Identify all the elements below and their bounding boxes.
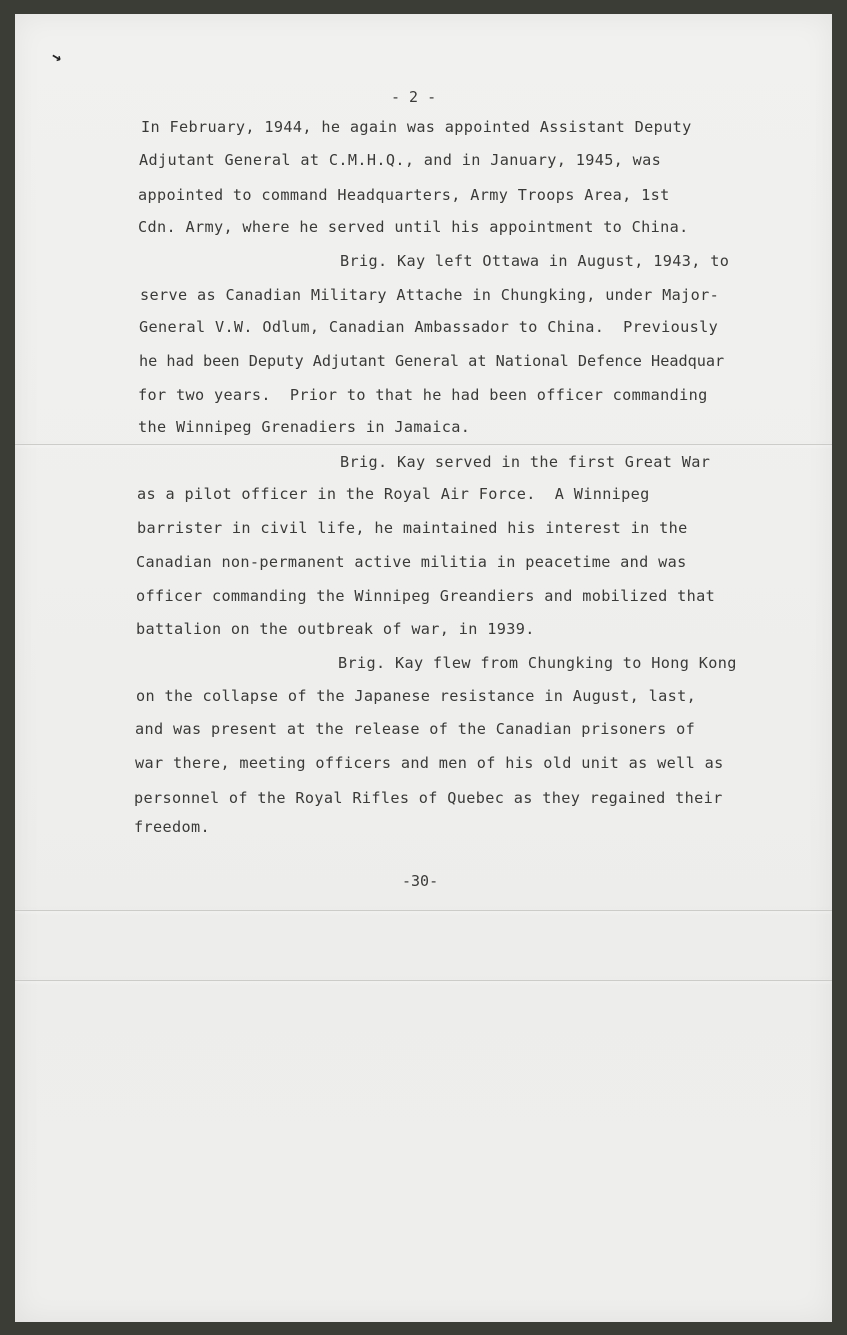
text-line: personnel of the Royal Rifles of Quebec as they regained their [134, 789, 723, 807]
document-page [15, 14, 832, 1322]
text-line: In February, 1944, he again was appointed Assistant Deputy [141, 118, 692, 136]
text-line: Brig. Kay served in the first Great War [340, 453, 711, 471]
paper-fold [15, 980, 832, 981]
text-line: the Winnipeg Grenadiers in Jamaica. [138, 418, 471, 436]
text-line: on the collapse of the Japanese resistance in August, last, [136, 687, 697, 705]
page-footer: -30- [402, 872, 439, 890]
text-line: Cdn. Army, where he served until his appointment to China. [138, 218, 689, 236]
text-line: he had been Deputy Adjutant General at National Defence Headquar [139, 352, 725, 370]
text-line: for two years. Prior to that he had been officer commanding [138, 386, 708, 404]
text-line: freedom. [134, 818, 210, 836]
text-line: Canadian non-permanent active militia in peacetime and was [136, 553, 687, 571]
text-line: as a pilot officer in the Royal Air Force. A Winnipeg [137, 485, 650, 503]
text-line: serve as Canadian Military Attache in Chungking, under Major- [140, 286, 720, 304]
page-header: - 2 - [391, 88, 437, 106]
paper-fold [15, 910, 832, 911]
text-line: officer commanding the Winnipeg Greandiers and mobilized that [136, 587, 716, 605]
text-line: Adjutant General at C.M.H.Q., and in January, 1945, was [139, 151, 662, 169]
text-line: appointed to command Headquarters, Army Troops Area, 1st [138, 186, 670, 204]
text-line: barrister in civil life, he maintained his interest in the [137, 519, 688, 537]
paper-fold [15, 444, 832, 445]
text-line: battalion on the outbreak of war, in 1939. [136, 620, 535, 638]
text-line: Brig. Kay left Ottawa in August, 1943, to [340, 252, 730, 270]
text-line: General V.W. Odlum, Canadian Ambassador to China. Previously [139, 318, 719, 336]
text-line: and was present at the release of the Canadian prisoners of [135, 720, 696, 738]
text-line: Brig. Kay flew from Chungking to Hong Kong [338, 654, 737, 672]
ink-mark: ↘ [48, 45, 63, 66]
text-line: war there, meeting officers and men of his old unit as well as [135, 754, 724, 772]
